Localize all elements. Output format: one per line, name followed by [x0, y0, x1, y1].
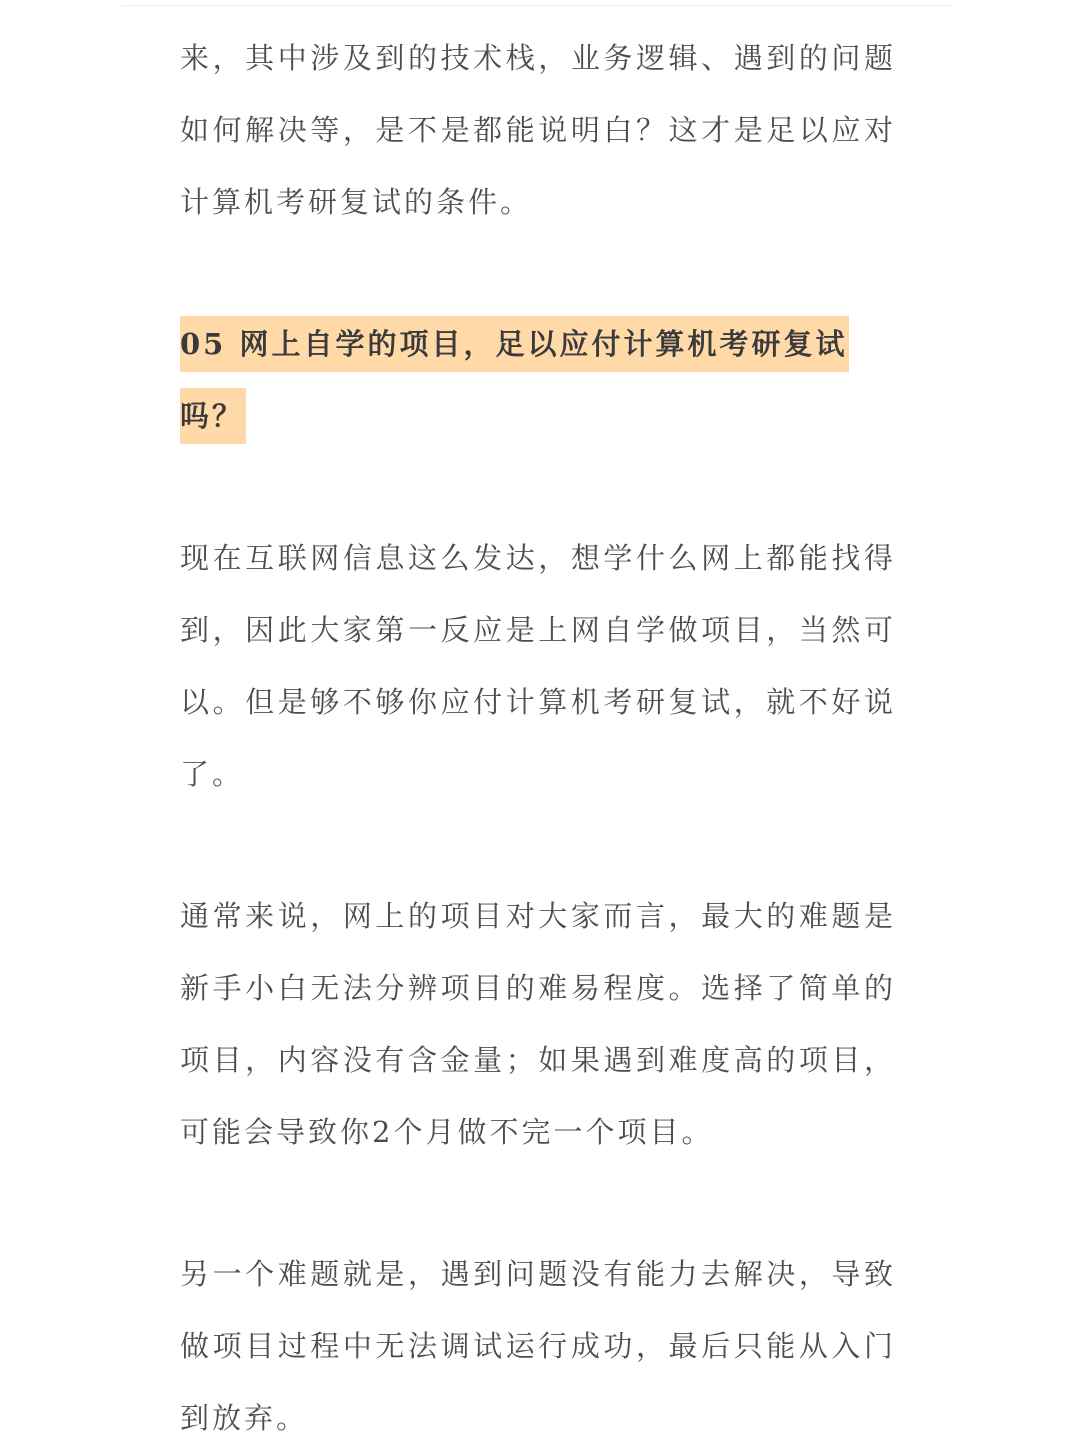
paragraph-line: 新手小白无法分辨项目的难易程度。选择了简单的 [180, 971, 896, 1005]
paragraph-line: 到，因此大家第一反应是上网自学做项目，当然可 [180, 613, 896, 647]
paragraph-1 [180, 22, 896, 238]
top-divider [122, 5, 952, 6]
paragraph-line: 现在互联网信息这么发达，想学什么网上都能找得 [180, 541, 896, 575]
heading-line [180, 308, 896, 380]
heading-line [180, 380, 896, 452]
paragraph-line: 通常来说，网上的项目对大家而言，最大的难题是 [180, 899, 896, 933]
heading-highlight: 05 网上自学的项目，足以应付计算机考研复试 [180, 316, 849, 372]
paragraph-line: 另一个难题就是，遇到问题没有能力去解决，导致 [180, 1257, 896, 1291]
paragraph-line: 计算机考研复试的条件。 [180, 185, 533, 219]
heading-highlight: 吗？ [180, 388, 246, 444]
paragraph-spacer [180, 1168, 896, 1238]
paragraph-spacer [180, 238, 896, 308]
section-heading [180, 308, 896, 452]
paragraph-line: 来，其中涉及到的技术栈，业务逻辑、遇到的问题 [180, 41, 896, 75]
paragraph-spacer [180, 810, 896, 880]
article-body [180, 22, 896, 1454]
paragraph-line: 以。但是够不够你应付计算机考研复试，就不好说 [180, 685, 896, 719]
paragraph-line: 了。 [180, 757, 245, 791]
paragraph-line: 项目，内容没有含金量；如果遇到难度高的项目， [180, 1043, 896, 1077]
paragraph-2 [180, 522, 896, 810]
paragraph-spacer [180, 452, 896, 522]
paragraph-line: 如何解决等，是不是都能说明白？这才是足以应对 [180, 113, 896, 147]
paragraph-3 [180, 880, 896, 1168]
paragraph-line: 到放弃。 [180, 1401, 309, 1435]
paragraph-line: 可能会导致你2个月做不完一个项目。 [180, 1115, 714, 1149]
paragraph-4 [180, 1238, 896, 1454]
paragraph-line: 做项目过程中无法调试运行成功，最后只能从入门 [180, 1329, 896, 1363]
